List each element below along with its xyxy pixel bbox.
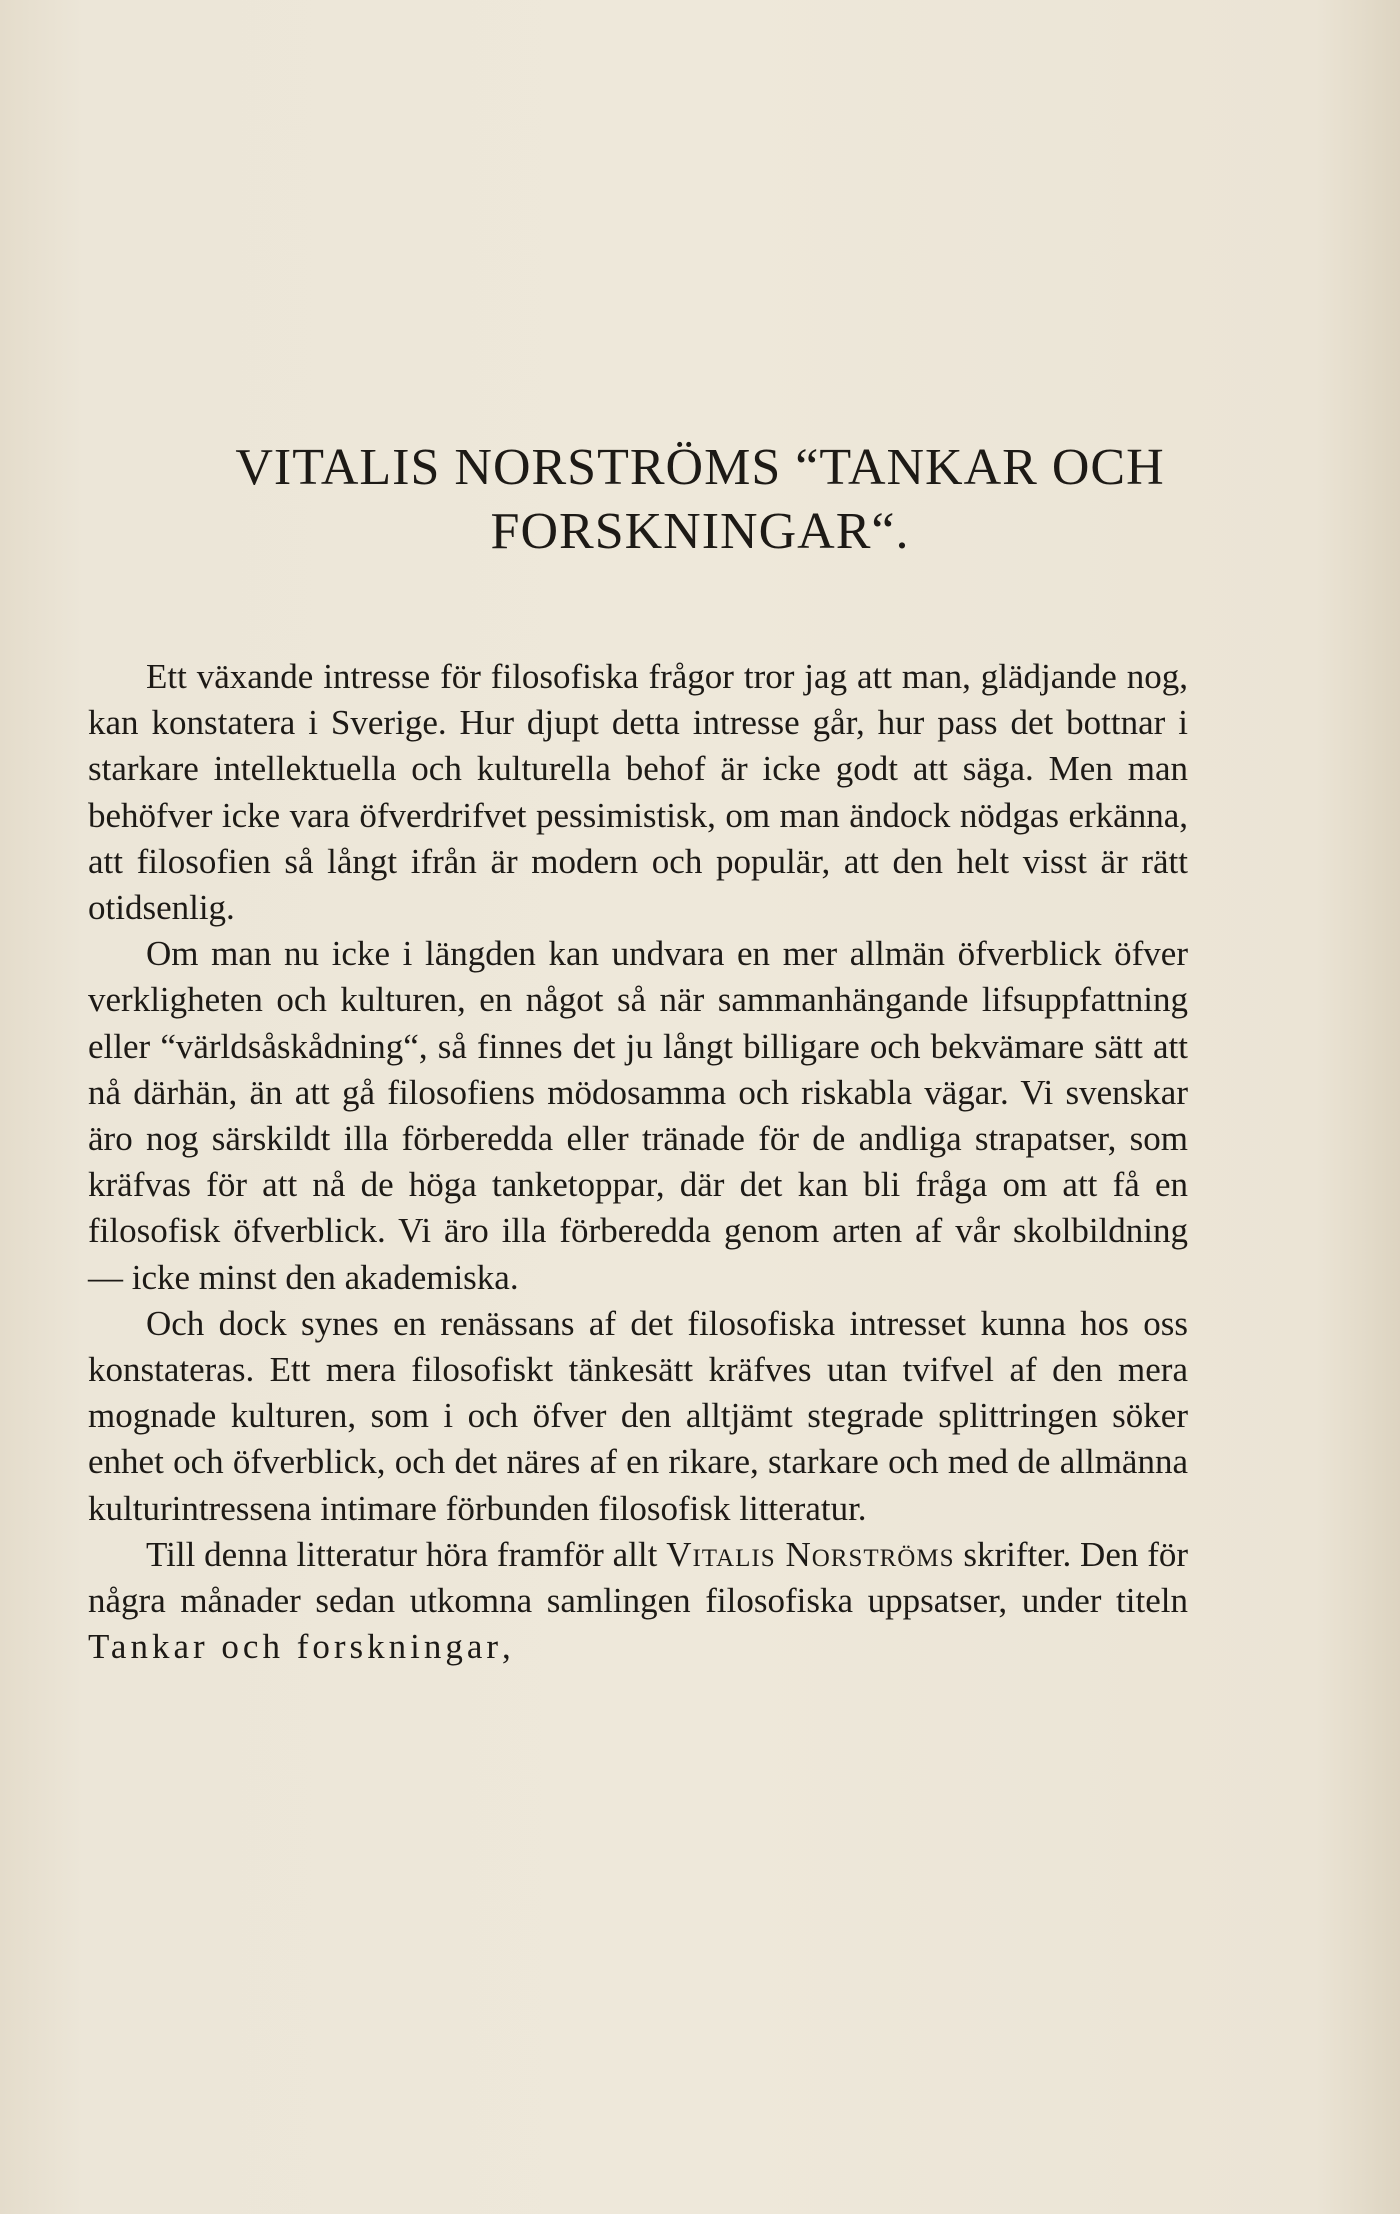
book-title: Tankar och forskningar — [88, 1627, 503, 1667]
body-text — [88, 654, 1188, 1670]
paragraph-2: Om man nu icke i längden kan undvara en mer allmän öfverblick öfver verkligheten och kulturen, en något så när sammanhängande lifsuppfattning eller “världsåskådning“, så finnes det ju långt billigare och bekvämare sätt att nå därhän, än att gå filosofiens mödosamma och riskabla vägar. Vi svenskar äro nog särskildt illa förberedda eller tränade för de andliga strapatser, som kräfvas för att nå de höga tanketoppar, där det kan bli fråga om att få en filosofisk öfverblick. Vi äro illa förberedda genom arten af vår skolbildning — icke minst den akademiska. — [88, 934, 1188, 1297]
paragraph-4-lead: Till denna litteratur höra framför allt — [146, 1534, 667, 1574]
title-line-2: FORSKNINGAR“. — [490, 503, 910, 560]
paragraph-4 — [88, 1532, 1188, 1671]
paragraph-4-end: , — [502, 1627, 511, 1667]
title-line-1: VITALIS NORSTRÖMS “TANKAR OCH — [235, 439, 1165, 496]
author-name: Vitalis Norströms — [666, 1534, 955, 1574]
page-title — [80, 436, 1320, 564]
paragraph-3: Och dock synes en renässans af det filosofiska intresset kunna hos oss konstateras. Ett mera filosofiskt tänkesätt kräfves utan tvifvel af den mera mognade kulturen, som i och öfver den alltjämt stegrade splittringen söker enhet och öfverblick, och det näres af en rikare, starkare och med de allmänna kulturintressena intimare förbunden filosofisk litteratur. — [88, 1303, 1188, 1528]
paragraph-4-middle: skrifter. Den för några månader sedan utkomna samlingen filosofiska uppsatser, under titeln — [88, 1534, 1189, 1621]
paragraph-1: Ett växande intresse för filosofiska frågor tror jag att man, glädjande nog, kan konstatera i Sverige. Hur djupt detta intresse går, hur pass det bottnar i starkare intellektuella och kulturella behof är icke godt att säga. Men man behöfver icke vara öfverdrifvet pessimistisk, om man ändock nödgas erkänna, att filosofien så långt ifrån är modern och populär, att den helt visst är rätt otidsenlig. — [88, 657, 1188, 928]
